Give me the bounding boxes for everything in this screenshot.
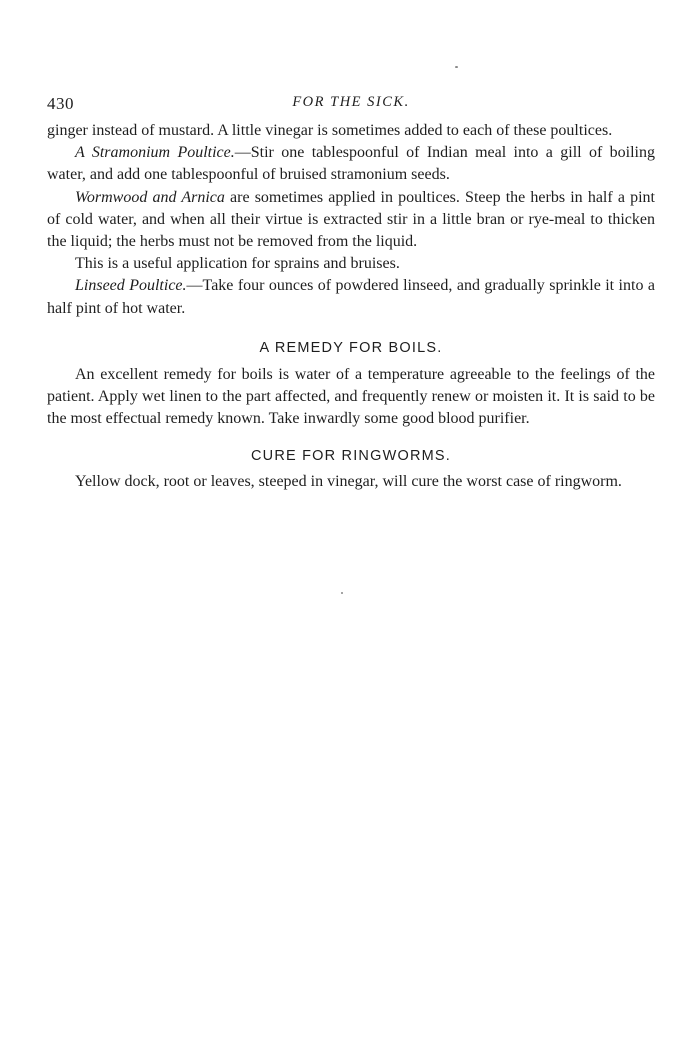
paragraph-boils: An excellent remedy for boils is water of a temperature agreeable to the feelings of the patient. Apply wet linen to the part affected, and frequently renew or moisten it. It is said to be the most effectual remedy known. Take inwardly some good blood purifier. bbox=[47, 365, 655, 428]
section-heading-boils: A REMEDY FOR BOILS. bbox=[259, 339, 443, 356]
section-heading-ringworms: CURE FOR RINGWORMS. bbox=[250, 448, 451, 465]
page-content bbox=[47, 90, 655, 494]
paragraph-linseed-poultice bbox=[47, 275, 655, 319]
stramonium-title: A Stramonium Poultice. bbox=[75, 144, 235, 162]
page-number: 430 bbox=[47, 94, 74, 113]
linseed-title: Linseed Poultice. bbox=[75, 277, 187, 295]
ink-speck bbox=[341, 592, 343, 594]
stramonium-body: —Stir one tablespoonful of Indian meal into a gill of boiling water, and add one tablespoonful of bruised stramonium seeds. bbox=[47, 144, 655, 184]
running-title: FOR THE SICK. bbox=[292, 94, 410, 110]
paragraph-stramonium-poultice bbox=[47, 142, 655, 186]
paragraph-sprains: This is a useful application for sprains and bruises. bbox=[75, 255, 400, 273]
ink-speck bbox=[455, 66, 458, 68]
paragraph-ringworms: Yellow dock, root or leaves, steeped in vinegar, will cure the worst case of ringworm. bbox=[75, 473, 622, 491]
paragraph-wormwood-arnica bbox=[47, 187, 655, 254]
linseed-body: —Take four ounces of powdered linseed, and gradually sprinkle it into a half pint of hot water. bbox=[47, 277, 655, 317]
wormwood-title: Wormwood and Arnica bbox=[75, 188, 225, 206]
wormwood-body: are sometimes applied in poultices. Steep the herbs in half a pint of cold water, and when all their virtue is extracted stir in a little bran or rye-meal to thicken the liquid; the herbs must not be removed from the liquid. bbox=[47, 188, 655, 251]
running-header bbox=[47, 90, 655, 120]
paragraph-mustard-end: ginger instead of mustard. A little vinegar is sometimes added to each of these poultices. bbox=[47, 122, 613, 139]
